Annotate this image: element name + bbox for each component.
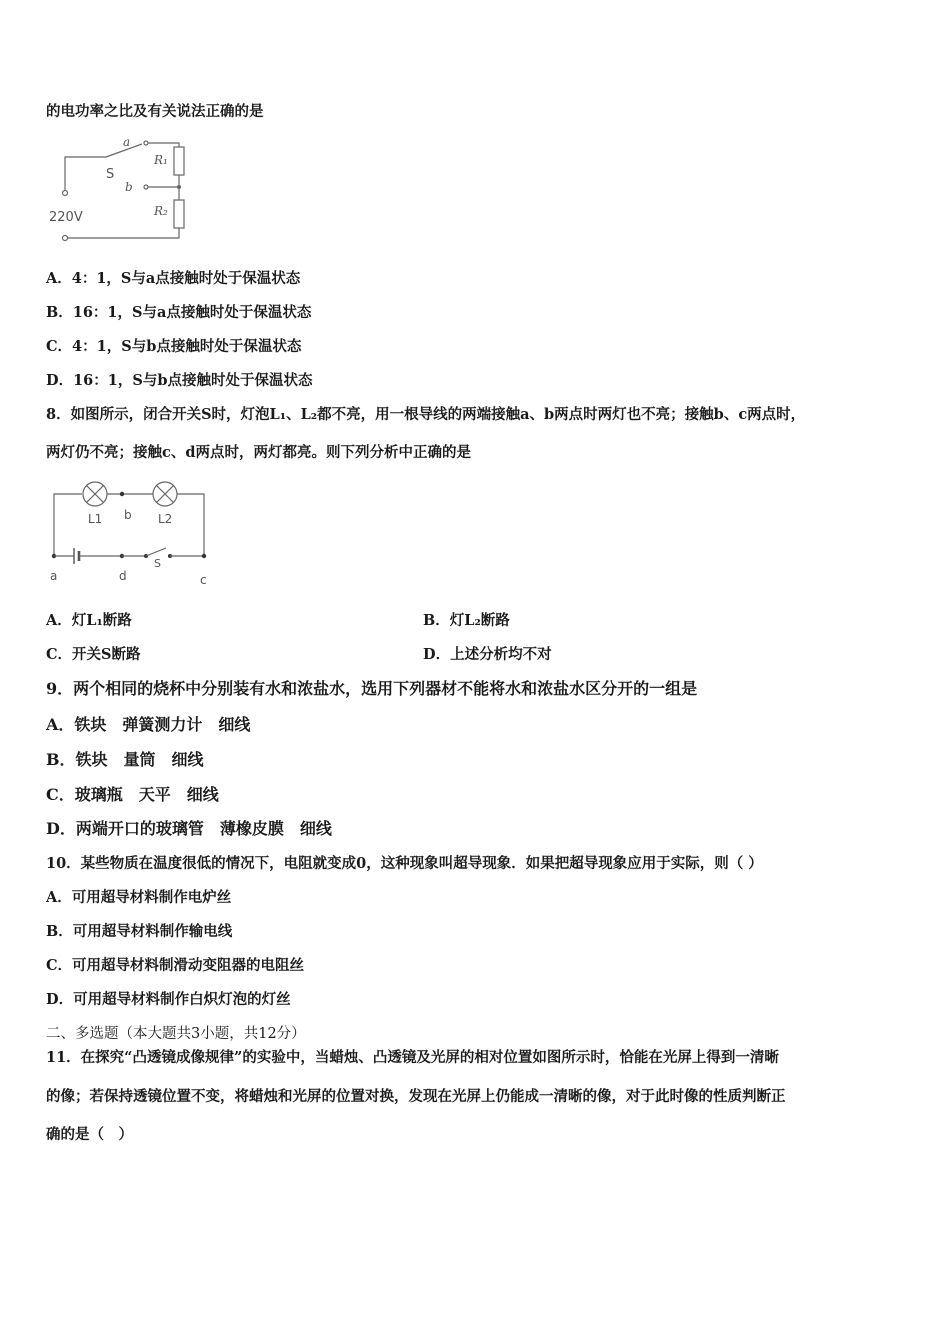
q9-stem: 9．两个相同的烧杯中分别装有水和浓盐水，选用下列器材不能将水和浓盐水区分开的一组是 (46, 679, 698, 698)
q7-resistor-r1 (174, 147, 184, 175)
q8-label-l2: L2 (158, 512, 173, 526)
q7-option-c: C．4：1，S与b点接触时处于保温状态 (46, 338, 302, 355)
q8-option-a: A．灯L₁断路 (46, 612, 132, 629)
q11-stem-line3: 确的是（ ） (46, 1126, 133, 1143)
q8-option-b: B．灯L₂断路 (423, 612, 510, 629)
q8-label-d: d (119, 569, 127, 583)
q7-option-b: B．16：1，S与a点接触时处于保温状态 (46, 304, 312, 321)
q8-stem-line2: 两灯仍不亮；接触c、d两点时，两灯都亮。则下列分析中正确的是 (46, 444, 471, 461)
q8-label-a: a (50, 569, 58, 583)
q7-resistor-r2 (174, 200, 184, 228)
q7-option-a: A．4：1，S与a点接触时处于保温状态 (46, 270, 301, 287)
q9-option-c: C．玻璃瓶 天平 细线 (46, 785, 219, 804)
q7-contact-a (144, 141, 148, 145)
q8-label-b: b (124, 508, 132, 522)
q8-circuit-diagram (46, 478, 216, 590)
q8-option-row-2 (46, 645, 552, 665)
q7-option-d: D．16：1，S与b点接触时处于保温状态 (46, 372, 313, 389)
q8-point-c (202, 554, 206, 558)
q7-label-r2: R₂ (154, 204, 168, 218)
q8-label-s: S (154, 557, 161, 570)
q9-option-d: D．两端开口的玻璃管 薄橡皮膜 细线 (46, 819, 332, 838)
q8-stem-line1: 8．如图所示，闭合开关S时，灯泡L₁、L₂都不亮，用一根导线的两端接触a、b两点时两灯也不亮；接触b、c两点时， (46, 406, 806, 423)
q9-option-b: B．铁块 量筒 细线 (46, 750, 204, 769)
q7-junction (177, 185, 181, 189)
q7-label-s: S (106, 167, 115, 182)
section-heading-multiple-choice: 二、多选题（本大题共3小题，共12分） (46, 1026, 306, 1042)
q8-label-l1: L1 (88, 512, 103, 526)
q7-label-b: b (125, 180, 133, 194)
q7-label-r1: R₁ (154, 153, 168, 167)
q10-option-d: D．可用超导材料制作白炽灯泡的灯丝 (46, 991, 291, 1008)
q10-stem: 10．某些物质在温度很低的情况下，电阻就变成0，这种现象叫超导现象．如果把超导现象应用于实际，则（ ） (46, 855, 763, 872)
q7-stem-tail: 的电功率之比及有关说法正确的是 (46, 103, 264, 120)
q7-terminal-top (63, 191, 68, 196)
q11-stem-line1: 11．在探究“凸透镜成像规律”的实验中，当蜡烛、凸透镜及光屏的相对位置如图所示时，恰能在光屏上得到一清晰 (46, 1049, 779, 1066)
q8-option-c: C．开关S断路 (46, 646, 141, 663)
q11-stem-line2: 的像；若保持透镜位置不变，将蜡烛和光屏的位置对换，发现在光屏上仍能成一清晰的像，对于此时像的性质判断正 (46, 1088, 786, 1105)
q7-contact-b (144, 185, 148, 189)
q8-switch-blade (146, 548, 166, 556)
q7-circuit-diagram (46, 132, 196, 247)
q8-option-row-1 (46, 611, 510, 631)
q7-label-voltage: 220V (49, 210, 83, 225)
q10-option-a: A．可用超导材料制作电炉丝 (46, 889, 232, 906)
q9-option-a: A．铁块 弹簧测力计 细线 (46, 715, 251, 734)
q8-label-c: c (200, 573, 207, 587)
q10-option-b: B．可用超导材料制作输电线 (46, 923, 233, 940)
q10-option-c: C．可用超导材料制滑动变阻器的电阻丝 (46, 957, 305, 974)
q8-option-d: D．上述分析均不对 (423, 646, 552, 663)
q7-terminal-bottom (63, 236, 68, 241)
q8-point-b (120, 492, 124, 496)
q7-label-a: a (123, 135, 131, 149)
